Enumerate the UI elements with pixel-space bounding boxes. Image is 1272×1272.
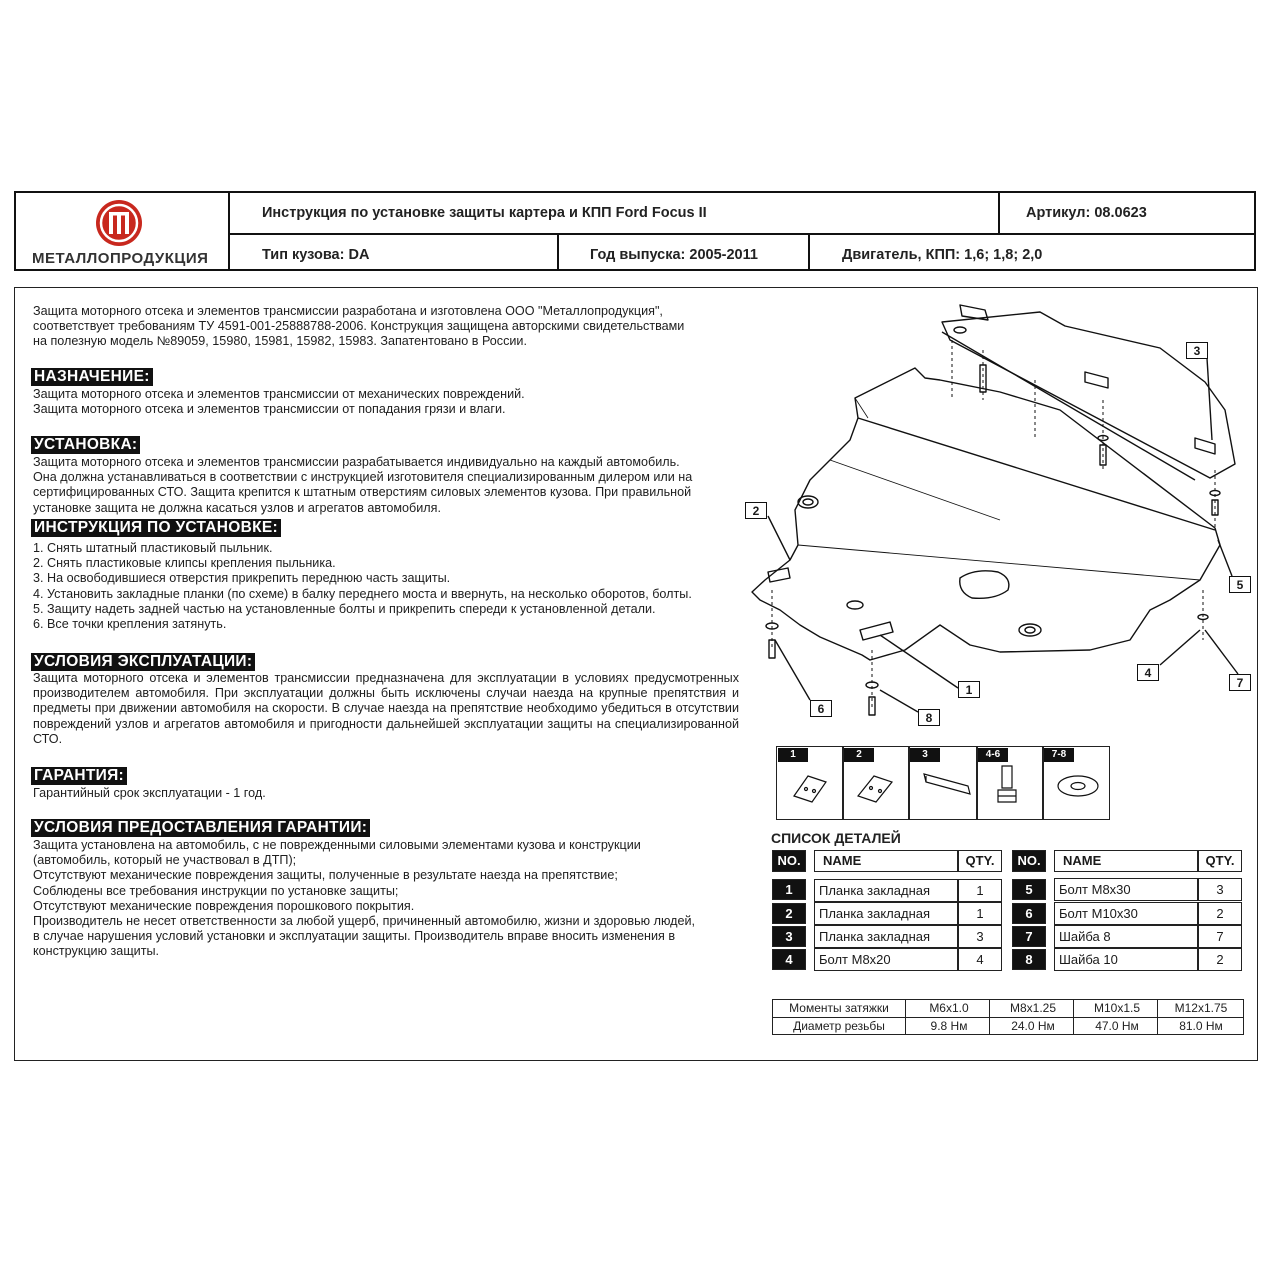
table-row-qty: 2 — [1198, 902, 1242, 925]
divider — [905, 1000, 906, 1034]
table-row-no: 3 — [772, 926, 806, 947]
thread-size: М10х1.5 — [1093, 1001, 1141, 1015]
article-number: Артикул: 08.0623 — [1026, 205, 1147, 221]
callout-2: 2 — [745, 502, 767, 519]
callout-5: 5 — [1229, 576, 1251, 593]
table-row-qty: 7 — [1198, 925, 1242, 948]
table-row-no: 1 — [772, 879, 806, 900]
section-text-instructions: 1. Снять штатный пластиковый пыльник. 2. Снять пластиковые клипсы крепления пыльника. 3. На освободившиеся отверстия прикрепить переднюю часть защиты. 4. Установить закладные планки (по схеме) в балку переднего моста и ввернуть, на несколько оборотов, болты. 5. Защиту надеть задней частью на установленные болты и прикрепить спереди к установленной детали. 6. Все точки крепления затянуть. — [33, 541, 692, 632]
thread-size: М8х1.25 — [1009, 1001, 1057, 1015]
section-heading-instructions: ИНСТРУКЦИЯ ПО УСТАНОВКЕ: — [31, 519, 281, 537]
intro-text: Защита моторного отсека и элементов трансмиссии разработана и изготовлена ООО "Металлопродукция", соответствует требованиям ТУ 4591-001-25888788-2006. Конструкция защищена авторскими свидетельствами на полезную модель №89059, 15980, 15981, 15982, 15983. Запатентовано в России. — [33, 304, 685, 349]
callout-7: 7 — [1229, 674, 1251, 691]
torque-value: 9.8 Нм — [930, 1019, 968, 1033]
table-row-name: Болт М8х30 — [1054, 878, 1198, 901]
engine-gearbox: Двигатель, КПП: 1,6; 1,8; 2,0 — [842, 247, 1043, 263]
thread-size: М6х1.0 — [929, 1001, 969, 1015]
section-text-warranty-terms: Защита установлена на автомобиль, с не поврежденными силовыми элементами кузова и конструкции (автомобиль, который не участвовал в ДТП); Отсутствуют механические повреждения защиты, полученные в результате наезда на препятствие; Соблюдены все требования инструкции по установке защиты; Отсутствуют механические повреждения порошкового покрытия. Производитель не несет ответственности за любой ущерб, причиненный автомобилю, жизни и здоровью людей, в случае нарушения условий установки и эксплуатации защиты. Производитель вправе вносить изменения в конструкцию защиты. — [33, 838, 696, 959]
thumb-label: 7-8 — [1044, 748, 1074, 762]
section-heading-warranty-terms: УСЛОВИЯ ПРЕДОСТАВЛЕНИЯ ГАРАНТИИ: — [31, 819, 370, 837]
table-row-qty: 3 — [958, 925, 1002, 948]
table-row-qty: 4 — [958, 948, 1002, 971]
callout-8: 8 — [918, 709, 940, 726]
thread-label: Диаметр резьбы — [793, 1019, 885, 1033]
section-text-conditions: Защита моторного отсека и элементов трансмиссии предназначена для эксплуатации в условиях предусмотренных производителем автомобиля. При эксплуатации должны быть исключены случаи наезда на крупные препятствия и предметы при движении автомобиля на скорости. В случае наезда на препятствие необходимо убедиться в отсутствии повреждений узлов и агрегатов автомобиля и пригодности дальнейшей эксплуатации защиты на специализированной СТО. — [33, 671, 739, 746]
callout-3: 3 — [1186, 342, 1208, 359]
table-row-no: 4 — [772, 949, 806, 970]
torque-table — [772, 999, 1244, 1035]
callout-6: 6 — [810, 700, 832, 717]
brand-name: МЕТАЛЛОПРОДУКЦИЯ — [32, 250, 209, 267]
thumb-label: 1 — [778, 748, 808, 762]
skid-plate-icon — [740, 290, 1260, 740]
divider — [989, 1000, 990, 1034]
divider — [228, 193, 230, 271]
thumb-label: 4-6 — [978, 748, 1008, 762]
torque-value: 24.0 Нм — [1011, 1019, 1055, 1033]
parts-list-title: СПИСОК ДЕТАЛЕЙ — [771, 830, 901, 846]
metalloproduktsiya-logo-icon — [94, 198, 144, 248]
divider — [773, 1017, 1243, 1018]
col-header-no: NO. — [772, 850, 806, 872]
divider — [557, 233, 559, 271]
thumb-label: 2 — [844, 748, 874, 762]
page-title: Инструкция по установке защиты картера и КПП Ford Focus II — [262, 205, 707, 221]
table-row-no: 6 — [1012, 903, 1046, 924]
callout-1: 1 — [958, 681, 980, 698]
divider — [808, 233, 810, 271]
divider — [1157, 1000, 1158, 1034]
bolt-icon — [1040, 770, 1041, 771]
table-row-name: Болт М8х20 — [814, 948, 958, 971]
table-row-qty: 3 — [1198, 878, 1242, 901]
col-header-name: NAME — [1054, 850, 1198, 872]
table-row-name: Планка закладная — [814, 879, 958, 902]
washer-icon — [1042, 770, 1043, 771]
table-row-no: 7 — [1012, 926, 1046, 947]
torque-label: Моменты затяжки — [789, 1001, 889, 1015]
header-table — [14, 191, 1256, 271]
table-row-name: Планка закладная — [814, 925, 958, 948]
table-row-name: Шайба 10 — [1054, 948, 1198, 971]
table-row-qty: 1 — [958, 902, 1002, 925]
section-text-warranty: Гарантийный срок эксплуатации - 1 год. — [33, 786, 266, 800]
thumb-label: 3 — [910, 748, 940, 762]
table-row-no: 5 — [1012, 879, 1046, 900]
col-header-qty: QTY. — [958, 850, 1002, 872]
divider — [228, 233, 1256, 235]
table-row-qty: 1 — [958, 879, 1002, 902]
section-heading-conditions: УСЛОВИЯ ЭКСПЛУАТАЦИИ: — [31, 653, 255, 671]
section-heading-warranty: ГАРАНТИЯ: — [31, 767, 127, 785]
col-header-name: NAME — [814, 850, 958, 872]
torque-value: 47.0 Нм — [1095, 1019, 1139, 1033]
body-type: Тип кузова: DA — [262, 247, 370, 263]
col-header-qty: QTY. — [1198, 850, 1242, 872]
callout-4: 4 — [1137, 664, 1159, 681]
col-header-no: NO. — [1012, 850, 1046, 872]
torque-value: 81.0 Нм — [1179, 1019, 1223, 1033]
table-row-name: Планка закладная — [814, 902, 958, 925]
section-text-purpose: Защита моторного отсека и элементов трансмиссии от механических повреждений. Защита моторного отсека и элементов трансмиссии от попадания грязи и влаги. — [33, 387, 525, 417]
thread-size: М12х1.75 — [1174, 1001, 1228, 1015]
divider — [1073, 1000, 1074, 1034]
table-row-name: Болт М10х30 — [1054, 902, 1198, 925]
section-heading-purpose: НАЗНАЧЕНИЕ: — [31, 368, 153, 386]
table-row-qty: 2 — [1198, 948, 1242, 971]
section-text-installation: Защита моторного отсека и элементов трансмиссии разрабатывается индивидуально на каждый автомобиль. Она должна устанавливаться в соответствии с инструкцией изготовителя специализированным дилером или на сертифицированных СТО. Защита крепится к штатным отверстиям силовых элементов кузова. При правильной установке защита не должна касаться узлов и агрегатов автомобиля. — [33, 455, 693, 515]
section-heading-installation: УСТАНОВКА: — [31, 436, 140, 454]
table-row-no: 8 — [1012, 949, 1046, 970]
table-row-no: 2 — [772, 903, 806, 924]
mounting-plate-icon — [776, 746, 1110, 820]
production-years: Год выпуска: 2005-2011 — [590, 247, 758, 263]
divider — [998, 193, 1000, 234]
table-row-name: Шайба 8 — [1054, 925, 1198, 948]
